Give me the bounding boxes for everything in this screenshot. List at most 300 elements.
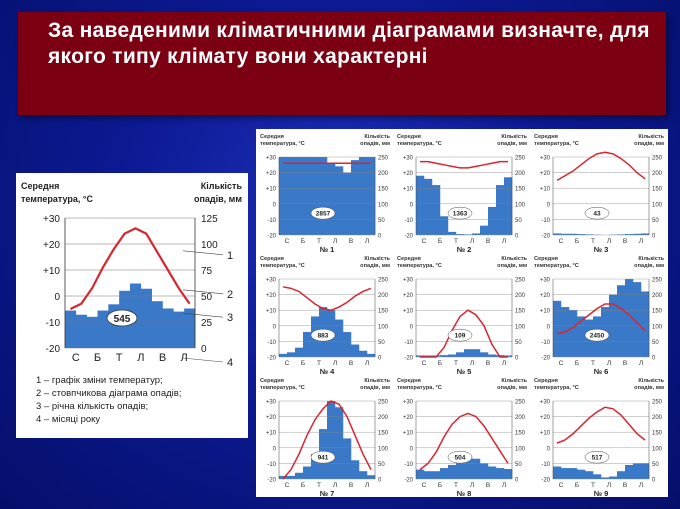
main-precip-bar [152, 301, 163, 348]
small-month-label: Л [501, 360, 507, 367]
small-precip-tick: 250 [378, 399, 389, 406]
small-temp-tick: -10 [404, 217, 413, 224]
small-precip-tick: 0 [515, 355, 519, 362]
small-precip-bar [295, 157, 303, 235]
main-month-label: Л [180, 352, 188, 364]
small-precip-bar [335, 320, 343, 357]
small-total-value: 883 [317, 332, 329, 340]
small-month-label: Л [606, 360, 612, 367]
small-precip-bar [601, 477, 609, 479]
small-month-label: Л [332, 238, 338, 245]
small-total-value: 517 [591, 454, 603, 462]
small-temp-tick: -10 [267, 461, 276, 468]
small-precip-bar [359, 351, 367, 357]
small-precip-bar [416, 470, 424, 479]
small-precip-bar [303, 157, 311, 235]
small-precip-label-1: Кількість [638, 134, 664, 140]
main-total-value: 545 [113, 314, 131, 325]
small-precip-tick: 100 [378, 324, 389, 331]
small-month-label: С [421, 238, 427, 245]
small-month-label: Л [332, 360, 338, 367]
small-temp-tick: 0 [409, 446, 413, 453]
small-month-label: В [622, 238, 628, 245]
small-precip-label-1: Кількість [501, 256, 527, 262]
small-precip-bar [440, 468, 448, 479]
small-precip-bar [416, 176, 424, 235]
small-precip-bar [448, 232, 456, 235]
small-temp-label-1: Середня [534, 378, 558, 384]
small-precip-tick: 50 [515, 217, 522, 224]
small-precip-bar [327, 401, 335, 479]
small-precip-tick: 250 [652, 399, 663, 406]
small-precip-tick: 0 [515, 233, 519, 240]
small-precip-label-2: опадів, мм [497, 141, 527, 147]
small-precip-bar [343, 332, 351, 357]
small-precip-bar [561, 468, 569, 479]
small-precip-bar [464, 349, 472, 357]
small-month-label: Л [501, 238, 507, 245]
small-temp-tick: -10 [541, 339, 550, 346]
small-chart-number: № 5 [456, 367, 472, 376]
main-precip-tick: 0 [201, 344, 207, 355]
small-precip-tick: 50 [652, 461, 659, 468]
small-precip-tick: 50 [378, 461, 385, 468]
small-precip-tick: 150 [515, 308, 526, 315]
small-temp-tick: 0 [546, 202, 550, 209]
small-month-label: Б [437, 482, 443, 489]
small-month-label: С [558, 238, 564, 245]
small-precip-tick: 200 [515, 415, 526, 422]
small-precip-tick: 200 [378, 293, 389, 300]
small-chart-number: № 1 [319, 245, 335, 254]
small-precip-tick: 200 [515, 171, 526, 178]
small-temp-tick: -10 [404, 461, 413, 468]
small-precip-tick: 250 [515, 277, 526, 284]
small-temp-tick: 0 [272, 202, 276, 209]
main-temp-tick: +20 [43, 240, 60, 251]
small-precip-bar [488, 467, 496, 479]
small-precip-bar [504, 469, 512, 479]
small-temp-tick: +10 [539, 308, 550, 315]
small-temp-tick: +10 [539, 186, 550, 193]
small-precip-tick: 150 [515, 186, 526, 193]
small-month-label: Т [317, 238, 321, 245]
small-precip-bar [617, 471, 625, 479]
small-precip-tick: 50 [515, 461, 522, 468]
title-box [18, 12, 666, 115]
small-precip-tick: 50 [378, 217, 385, 224]
small-temp-tick: 0 [409, 324, 413, 331]
small-temp-line [557, 152, 645, 180]
small-precip-bar [303, 467, 311, 479]
small-month-label: Л [469, 482, 475, 489]
main-precip-tick: 125 [201, 214, 218, 225]
small-temp-label-2: температура, °С [534, 385, 579, 391]
small-temp-label-1: Середня [260, 378, 284, 384]
small-precip-tick: 150 [515, 430, 526, 437]
small-precip-bar [359, 471, 367, 479]
small-chart-number: № 4 [319, 367, 335, 376]
small-precip-bar [504, 177, 512, 235]
small-month-label: В [348, 238, 354, 245]
small-total-value: 504 [454, 454, 466, 462]
small-temp-label-2: температура, °С [397, 141, 442, 147]
small-month-label: Л [606, 238, 612, 245]
small-month-label: Б [437, 238, 443, 245]
small-temp-tick: -10 [541, 461, 550, 468]
small-month-label: Т [454, 482, 458, 489]
small-temp-tick: -20 [541, 477, 550, 484]
small-precip-tick: 250 [515, 399, 526, 406]
small-month-label: Т [591, 482, 595, 489]
small-chart-number: № 8 [456, 489, 472, 497]
main-month-label: С [71, 352, 80, 364]
small-temp-label-1: Середня [534, 134, 558, 140]
small-month-label: Л [501, 482, 507, 489]
small-month-label: Б [574, 482, 580, 489]
small-month-label: Л [332, 482, 338, 489]
small-month-label: В [348, 360, 354, 367]
small-precip-bar [625, 465, 633, 479]
small-precip-tick: 200 [378, 171, 389, 178]
small-precip-bar [295, 473, 303, 479]
small-precip-bar [367, 157, 375, 235]
small-precip-tick: 150 [378, 430, 389, 437]
small-month-label: С [421, 482, 427, 489]
small-chart-number: № 2 [456, 245, 472, 254]
small-precip-tick: 50 [652, 339, 659, 346]
small-precip-tick: 0 [652, 355, 656, 362]
small-precip-label-2: опадів, мм [360, 385, 390, 391]
small-precip-label-1: Кількість [501, 134, 527, 140]
small-temp-line [557, 407, 645, 443]
main-precip-label-1: Кількість [200, 181, 242, 191]
small-precip-bar [569, 310, 577, 357]
small-total-value: 2450 [589, 332, 605, 340]
small-precip-bar [367, 475, 375, 479]
small-temp-tick: -20 [267, 233, 276, 240]
small-precip-tick: 250 [515, 155, 526, 162]
small-temp-tick: +30 [539, 155, 550, 162]
main-precip-label-2: опадів, мм [193, 194, 242, 204]
small-precip-tick: 50 [378, 339, 385, 346]
small-precip-tick: 250 [378, 155, 389, 162]
small-precip-tick: 100 [378, 446, 389, 453]
small-precip-bar [279, 354, 287, 357]
main-precip-tick: 25 [201, 318, 213, 329]
small-temp-tick: 0 [546, 446, 550, 453]
small-precip-bar [496, 468, 504, 479]
small-precip-tick: 150 [652, 308, 663, 315]
small-precip-bar [456, 352, 464, 357]
small-temp-tick: +30 [402, 399, 413, 406]
small-precip-bar [440, 216, 448, 235]
small-temp-tick: +10 [539, 430, 550, 437]
small-temp-line [420, 162, 508, 168]
small-month-label: Л [606, 482, 612, 489]
small-precip-tick: 200 [652, 415, 663, 422]
small-temp-label-2: температура, °С [397, 385, 442, 391]
small-temp-tick: +20 [402, 415, 413, 422]
small-temp-tick: 0 [272, 324, 276, 331]
small-precip-bar [480, 226, 488, 235]
main-precip-bar [173, 312, 184, 348]
small-precip-bar [617, 285, 625, 357]
small-precip-tick: 50 [515, 339, 522, 346]
small-temp-line [283, 287, 371, 310]
small-precip-bar [287, 352, 295, 357]
small-total-value: 43 [593, 210, 601, 218]
small-month-label: Б [437, 360, 443, 367]
main-month-label: Т [115, 352, 123, 364]
small-month-label: В [485, 238, 491, 245]
small-temp-label-2: температура, °С [397, 263, 442, 269]
main-marker-line [183, 251, 223, 255]
small-precip-label-1: Кількість [638, 256, 664, 262]
small-precip-bar [424, 179, 432, 235]
main-temp-label-2: температура, °С [21, 194, 94, 204]
small-total-value: 941 [317, 454, 329, 462]
small-precip-bar [335, 407, 343, 479]
small-precip-label-1: Кількість [364, 134, 390, 140]
small-temp-label-1: Середня [260, 134, 284, 140]
main-legend-item: 2 – стовпчикова діаграма опадів; [36, 388, 182, 399]
small-precip-bar [424, 471, 432, 479]
small-precip-tick: 50 [652, 217, 659, 224]
small-precip-tick: 150 [652, 186, 663, 193]
small-precip-bar [343, 438, 351, 479]
small-precip-tick: 200 [378, 415, 389, 422]
main-temp-tick: +30 [43, 214, 60, 225]
small-climate-charts [256, 129, 668, 497]
small-precip-tick: 100 [652, 202, 663, 209]
small-total-value: 109 [454, 332, 466, 340]
main-month-label: В [158, 352, 167, 364]
small-temp-tick: -10 [404, 339, 413, 346]
small-precip-tick: 250 [378, 277, 389, 284]
small-precip-tick: 200 [652, 171, 663, 178]
small-precip-label-1: Кількість [364, 378, 390, 384]
small-precip-tick: 0 [378, 355, 382, 362]
small-precip-label-1: Кількість [364, 256, 390, 262]
main-marker-line [183, 358, 223, 362]
small-temp-tick: +20 [539, 415, 550, 422]
small-temp-label-2: температура, °С [260, 263, 305, 269]
small-precip-tick: 150 [652, 430, 663, 437]
main-legend-item: 3 – річна кількість опадів; [36, 401, 149, 412]
small-month-label: Т [454, 360, 458, 367]
small-precip-bar [311, 157, 319, 235]
main-marker-number: 4 [227, 357, 234, 369]
small-precip-bar [488, 355, 496, 357]
small-month-label: Т [317, 360, 321, 367]
small-temp-label-2: температура, °С [534, 263, 579, 269]
small-charts-grid [256, 129, 668, 497]
main-precip-bar [87, 317, 98, 348]
small-precip-bar [569, 468, 577, 479]
small-temp-tick: +30 [265, 399, 276, 406]
small-precip-bar [593, 474, 601, 479]
small-temp-tick: -20 [404, 477, 413, 484]
small-temp-tick: +30 [265, 277, 276, 284]
small-precip-label-2: опадів, мм [497, 263, 527, 269]
small-month-label: Л [638, 360, 644, 367]
small-temp-tick: 0 [272, 446, 276, 453]
small-month-label: Б [574, 360, 580, 367]
small-precip-bar [351, 345, 359, 357]
small-chart-number: № 7 [319, 489, 335, 497]
small-precip-bar [351, 460, 359, 479]
small-month-label: Б [300, 482, 306, 489]
small-temp-tick: +30 [539, 277, 550, 284]
small-month-label: Б [574, 238, 580, 245]
small-precip-label-2: опадів, мм [360, 263, 390, 269]
main-marker-number: 2 [227, 288, 234, 301]
small-temp-tick: +20 [539, 293, 550, 300]
small-temp-tick: +20 [265, 415, 276, 422]
small-precip-bar [641, 463, 649, 479]
small-month-label: Т [591, 238, 595, 245]
small-precip-tick: 0 [652, 477, 656, 484]
small-temp-tick: +30 [402, 155, 413, 162]
small-temp-tick: -20 [541, 233, 550, 240]
small-precip-tick: 100 [652, 446, 663, 453]
small-precip-bar [472, 233, 480, 235]
slide-title: За наведеними кліматичними діаграмами визначте, для якого типу клімату вони характерні [48, 19, 650, 68]
small-temp-tick: 0 [546, 324, 550, 331]
small-chart-number: № 9 [593, 489, 609, 497]
small-precip-bar [480, 463, 488, 479]
small-precip-bar [472, 349, 480, 357]
small-precip-bar [432, 471, 440, 479]
main-precip-tick: 50 [201, 292, 213, 303]
small-temp-label-2: температура, °С [260, 141, 305, 147]
small-precip-bar [287, 476, 295, 479]
small-precip-tick: 0 [378, 233, 382, 240]
small-precip-bar [480, 352, 488, 357]
small-precip-bar [472, 459, 480, 479]
small-month-label: Т [317, 482, 321, 489]
small-precip-bar [279, 157, 287, 235]
small-precip-bar [488, 207, 496, 235]
small-precip-label-2: опадів, мм [497, 385, 527, 391]
small-precip-label-2: опадів, мм [634, 263, 664, 269]
small-precip-bar [351, 160, 359, 235]
small-precip-bar [335, 166, 343, 235]
small-temp-tick: +20 [402, 293, 413, 300]
small-temp-label-1: Середня [397, 134, 421, 140]
small-temp-tick: -20 [267, 477, 276, 484]
small-month-label: Т [454, 238, 458, 245]
small-precip-bar [585, 471, 593, 479]
small-temp-tick: -20 [404, 233, 413, 240]
small-month-label: В [348, 482, 354, 489]
small-precip-bar [440, 355, 448, 357]
small-temp-tick: +10 [402, 186, 413, 193]
small-precip-bar [432, 185, 440, 235]
small-month-label: В [622, 360, 628, 367]
small-temp-label-1: Середня [397, 256, 421, 262]
small-temp-label-1: Середня [534, 256, 558, 262]
small-month-label: Б [300, 360, 306, 367]
small-precip-bar [303, 332, 311, 357]
main-precip-bar [65, 311, 76, 348]
small-temp-tick: +20 [402, 171, 413, 178]
main-precip-bar [76, 315, 87, 348]
small-precip-bar [609, 477, 617, 479]
small-precip-bar [448, 465, 456, 479]
small-total-value: 1363 [452, 210, 468, 218]
main-precip-tick: 100 [201, 240, 218, 251]
small-month-label: С [284, 360, 290, 367]
small-month-label: Л [638, 238, 644, 245]
small-precip-tick: 200 [652, 293, 663, 300]
small-month-label: Л [364, 238, 370, 245]
small-precip-tick: 250 [652, 155, 663, 162]
small-precip-bar [553, 301, 561, 357]
main-precip-bar [163, 308, 174, 348]
small-total-value: 2857 [315, 210, 331, 218]
small-temp-label-1: Середня [260, 256, 284, 262]
small-temp-tick: -20 [541, 355, 550, 362]
small-precip-label-2: опадів, мм [360, 141, 390, 147]
small-precip-label-1: Кількість [638, 378, 664, 384]
small-precip-tick: 150 [378, 186, 389, 193]
small-chart-number: № 6 [593, 367, 609, 376]
small-precip-bar [367, 354, 375, 357]
small-temp-tick: +20 [265, 293, 276, 300]
small-month-label: Л [364, 360, 370, 367]
small-precip-label-2: опадів, мм [634, 385, 664, 391]
small-month-label: Б [300, 238, 306, 245]
small-precip-bar [633, 463, 641, 479]
main-precip-tick: 75 [201, 266, 213, 277]
small-precip-bar [553, 467, 561, 479]
main-climate-chart [16, 173, 248, 438]
main-marker-number: 3 [227, 312, 234, 325]
small-temp-tick: +10 [265, 308, 276, 315]
main-temp-tick: -20 [45, 344, 60, 355]
small-precip-bar [295, 348, 303, 357]
small-precip-label-1: Кількість [501, 378, 527, 384]
small-temp-tick: +20 [539, 171, 550, 178]
small-precip-bar [496, 185, 504, 235]
small-precip-bar [327, 163, 335, 235]
small-precip-tick: 100 [515, 324, 526, 331]
small-month-label: В [485, 482, 491, 489]
small-temp-tick: -10 [541, 217, 550, 224]
small-temp-tick: +30 [402, 277, 413, 284]
small-precip-tick: 150 [378, 308, 389, 315]
small-month-label: Л [364, 482, 370, 489]
small-temp-tick: +30 [539, 399, 550, 406]
small-temp-tick: -20 [267, 355, 276, 362]
small-precip-bar [641, 291, 649, 357]
small-month-label: С [558, 360, 564, 367]
small-precip-tick: 0 [378, 477, 382, 484]
main-legend-item: 1 – графік зміни температур; [36, 375, 163, 386]
main-temp-tick: -10 [45, 318, 60, 329]
small-precip-bar [319, 157, 327, 235]
small-chart-number: № 3 [593, 245, 609, 254]
small-precip-tick: 100 [515, 446, 526, 453]
small-month-label: Л [469, 238, 475, 245]
main-legend-item: 4 – місяці року [36, 414, 101, 425]
small-precip-tick: 0 [515, 477, 519, 484]
small-precip-tick: 100 [515, 202, 526, 209]
small-month-label: С [558, 482, 564, 489]
small-precip-bar [359, 157, 367, 235]
